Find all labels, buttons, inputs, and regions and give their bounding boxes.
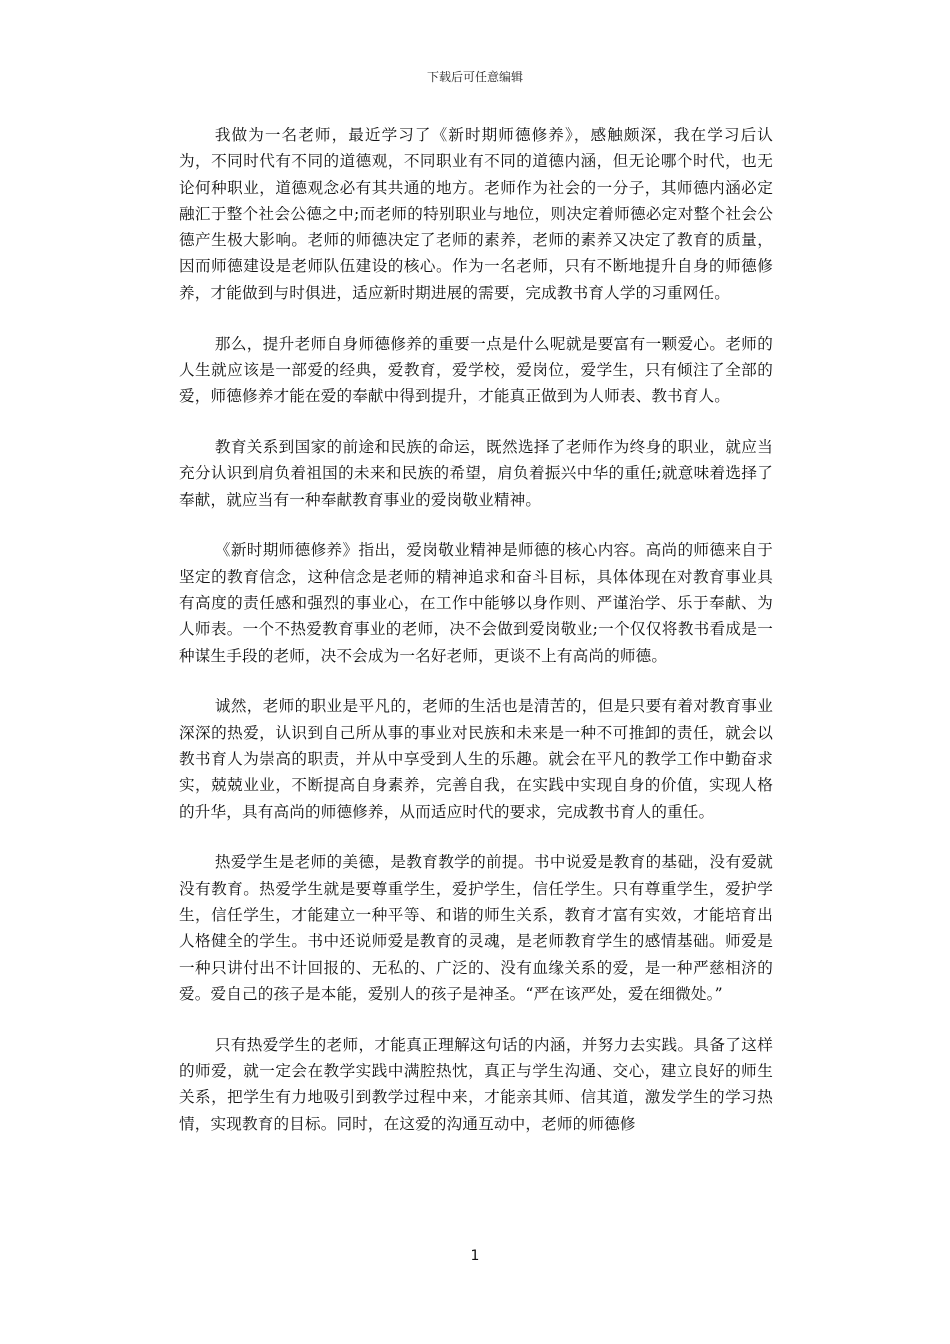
paragraph-7: 只有热爱学生的老师，才能真正理解这句话的内涵，并努力去实践。具备了这样的师爱，就一定会在教学实践中满腔热忱，真正与学生沟通、交心，建立良好的师生关系，把学生有力地吸引到教学过程中来，才能亲其师、信其道，激发学生的学习热情，实现教育的目标。同时，在这爱的沟通互动中，老师的师德修 xyxy=(179,1035,773,1133)
document-body xyxy=(179,122,773,1161)
paragraph-5: 诚然，老师的职业是平凡的，老师的生活也是清苦的，但是只要有着对教育事业深深的热爱，认识到自己所从事的事业对民族和未来是一种不可推卸的责任，就会以教书育人为崇高的职责，并从中享受到人生的乐趣。就会在平凡的教学工作中勤奋求实，兢兢业业，不断提高自身素养，完善自我，在实践中实现自身的价值，实现人格的升华，具有高尚的师德修养，从而适应时代的要求，完成教书育人的重任。 xyxy=(179,697,773,821)
paragraph-1: 我做为一名老师，最近学习了《新时期师德修养》，感触颇深，我在学习后认为，不同时代有不同的道德观，不同职业有不同的道德内涵，但无论哪个时代，也无论何种职业，道德观念必有其共通的地方。老师作为社会的一分子，其师德内涵必定融汇于整个社会公德之中;而老师的特别职业与地位，则决定着师德必定对整个社会公德产生极大影响。老师的师德决定了老师的素养，老师的素养又决定了教育的质量，因而师德建设是老师队伍建设的核心。作为一名老师，只有不断地提升自身的师德修养，才能做到与时俱进，适应新时期进展的需要，完成教书育人学的习重网任。 xyxy=(179,126,773,302)
page-number: 1 xyxy=(470,1248,480,1264)
paragraph-6: 热爱学生是老师的美德，是教育教学的前提。书中说爱是教育的基础，没有爱就没有教育。热爱学生就是要尊重学生，爱护学生，信任学生。只有尊重学生，爱护学生，信任学生，才能建立一种平等、和谐的师生关系，教育才富有实效，才能培育出人格健全的学生。书中还说师爱是教育的灵魂，是老师教育学生的感情基础。师爱是一种只讲付出不计回报的、无私的、广泛的、没有血缘关系的爱，是一种严慈相济的爱。爱自己的孩子是本能，爱别人的孩子是神圣。“严在该严处，爱在细微处。” xyxy=(179,853,773,1003)
paragraph-2: 那么，提升老师自身师德修养的重要一点是什么呢就是要富有一颗爱心。老师的人生就应该是一部爱的经典，爱教育，爱学校，爱岗位，爱学生，只有倾注了全部的爱，师德修养才能在爱的奉献中得到提升，才能真正做到为人师表、教书育人。 xyxy=(179,334,773,406)
paragraph-3: 教育关系到国家的前途和民族的命运，既然选择了老师作为终身的职业，就应当充分认识到肩负着祖国的未来和民族的希望，肩负着振兴中华的重任;就意味着选择了奉献，就应当有一种奉献教育事业的爱岗敬业精神。 xyxy=(179,437,773,509)
document-header-note: 下载后可任意编辑 xyxy=(426,70,523,84)
paragraph-4: 《新时期师德修养》指出，爱岗敬业精神是师德的核心内容。高尚的师德来自于坚定的教育信念，这种信念是老师的精神追求和奋斗目标，具体体现在对教育事业具有高度的责任感和强烈的事业心，在工作中能够以身作则、严谨治学、乐于奉献、为人师表。一个不热爱教育事业的老师，决不会做到爱岗敬业;一个仅仅将教书看成是一种谋生手段的老师，决不会成为一名好老师，更谈不上有高尚的师德。 xyxy=(179,541,773,665)
